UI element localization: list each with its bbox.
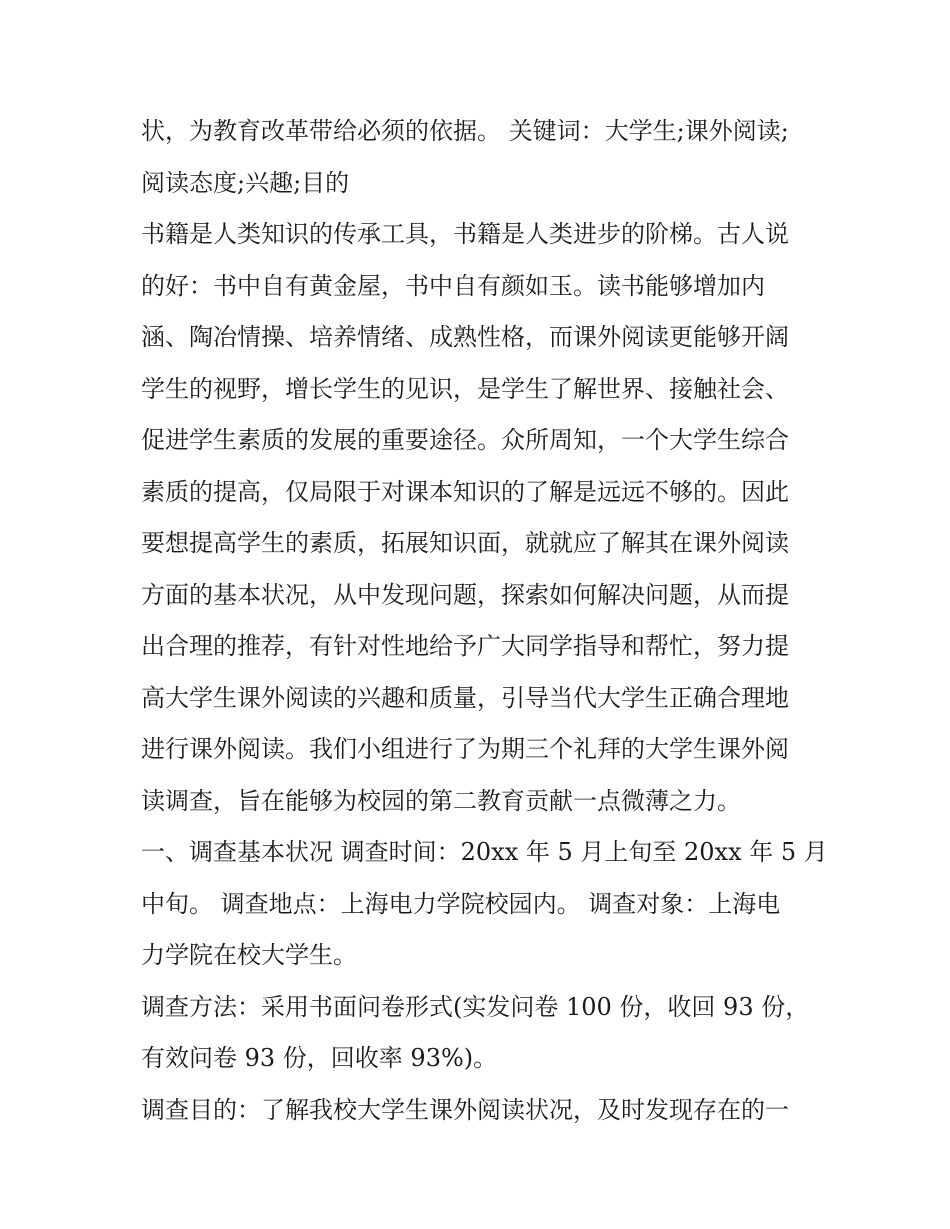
text-line: 一、调查基本状况 调查时间：20xx 年 5 月上旬至 20xx 年 5 月	[141, 838, 828, 866]
text-line: 涵、陶冶情操、培养情绪、成熟性格，而课外阅读更能够开阔	[141, 323, 789, 351]
text-line: 高大学生课外阅读的兴趣和质量，引导当代大学生正确合理地	[141, 683, 789, 712]
text-line: 读调查，旨在能够为校园的第二教育贡献一点微薄之力。	[141, 786, 741, 815]
paragraph-survey-overview	[141, 827, 828, 982]
text-line: 有效问卷 93 份，回收率 93%)。	[141, 1044, 498, 1072]
text-line: 调查方法：采用书面问卷形式(实发问卷 100 份，收回 93 份，	[141, 992, 810, 1021]
text-line: 阅读态度;兴趣;目的	[141, 168, 350, 197]
text-line: 中旬。 调查地点：上海电力学院校园内。 调查对象：上海电	[141, 889, 781, 918]
document-body	[141, 106, 828, 1136]
text-line: 促进学生素质的发展的重要途径。众所周知，一个大学生综合	[141, 426, 789, 454]
paragraph-introduction	[141, 209, 821, 827]
text-line: 出合理的推荐，有针对性地给予广大同学指导和帮忙，努力提	[141, 632, 789, 660]
text-line: 要想提高学生的素质，拓展知识面，就就应了解其在课外阅读	[141, 529, 789, 557]
paragraph-keywords	[141, 106, 821, 209]
text-line: 书籍是人类知识的传承工具，书籍是人类进步的阶梯。古人说	[141, 220, 789, 248]
text-line: 进行课外阅读。我们小组进行了为期三个礼拜的大学生课外阅	[141, 735, 789, 763]
text-line: 力学院在校大学生。	[141, 941, 357, 969]
paragraph-survey-method	[141, 982, 821, 1085]
text-line: 的好：书中自有黄金屋，书中自有颜如玉。读书能够增加内	[141, 271, 765, 300]
text-line: 素质的提高，仅局限于对课本知识的了解是远远不够的。因此	[141, 477, 789, 506]
text-line: 方面的基本状况，从中发现问题，探索如何解决问题，从而提	[141, 580, 789, 609]
text-line: 学生的视野，增长学生的见识，是学生了解世界、接触社会、	[141, 374, 789, 403]
paragraph-survey-purpose	[141, 1085, 821, 1137]
text-line: 调查目的：了解我校大学生课外阅读状况，及时发现存在的一	[141, 1095, 789, 1124]
text-line: 状，为教育改革带给必须的依据。 关键词：大学生;课外阅读;	[141, 117, 789, 145]
